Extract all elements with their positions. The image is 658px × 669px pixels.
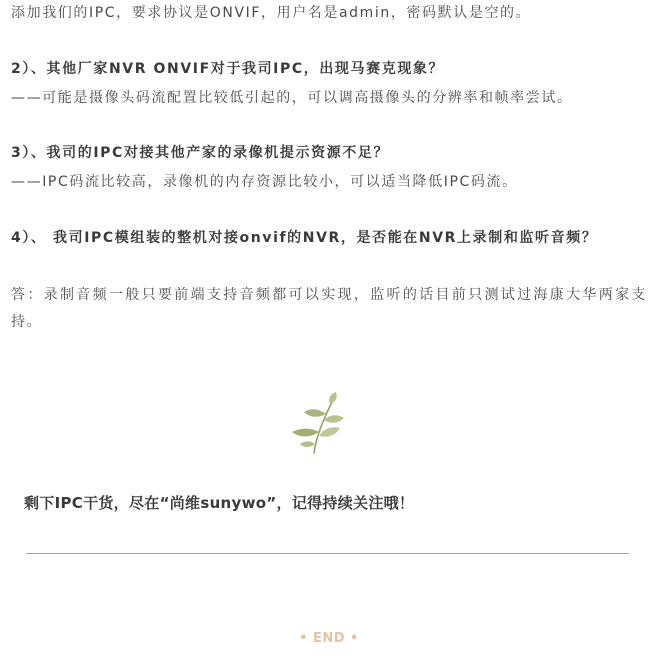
faq-question-3: 3）、我司的IPC对接其他产家的录像机提示资源不足？: [11, 145, 390, 161]
faq-question-2: 2）、其他厂家NVR ONVIF对于我司IPC，出现马赛克现象？: [11, 61, 445, 77]
end-mark: • END •: [299, 631, 359, 646]
faq-answer-3: ——IPC码流比较高，录像机的内存资源比较小，可以适当降低IPC码流。: [11, 174, 518, 190]
leaf-sprig-icon: [284, 392, 356, 454]
closing-message: 剩下IPC干货，尽在“尚维sunywo”，记得持续关注哦！: [24, 494, 415, 512]
intro-paragraph: 添加我们的IPC，要求协议是ONVIF，用户名是admin，密码默认是空的。: [11, 5, 532, 21]
faq-answer-4: 答：录制音频一般只要前端支持音频都可以实现，监听的话目前只测试过海康大华两家支持。: [11, 287, 647, 330]
divider-line: [26, 553, 629, 554]
faq-answer-2: ——可能是摄像头码流配置比较低引起的，可以调高摄像头的分辨率和帧率尝试。: [11, 90, 573, 106]
faq-question-4: 4）、 我司IPC模组装的整机对接onvif的NVR，是否能在NVR上录制和监听音频？: [11, 230, 598, 246]
